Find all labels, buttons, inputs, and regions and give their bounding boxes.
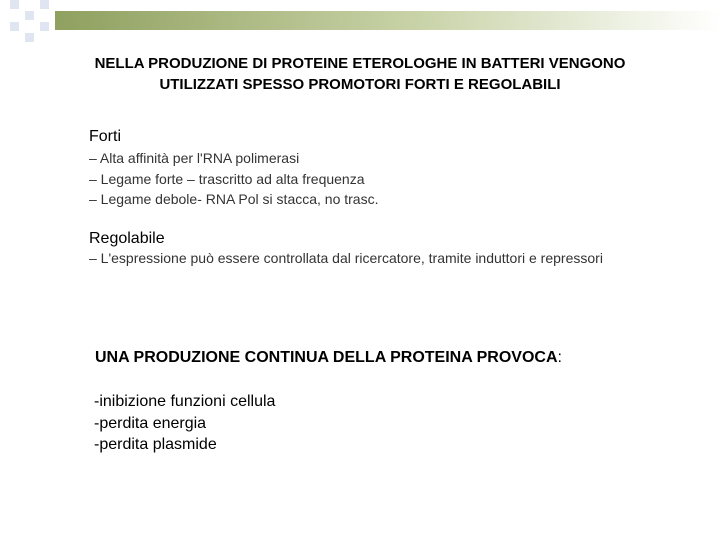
deco-square [40, 0, 49, 9]
regolabile-text: – L'espressione può essere controllata dal ricercatore, tramite induttori e repressori [89, 250, 603, 266]
consequence-heading-text: UNA PRODUZIONE CONTINUA DELLA PROTEINA PROVOCA [95, 349, 558, 366]
effect-item: -inibizione funzioni cellula [94, 393, 276, 410]
header-band [55, 11, 720, 30]
forti-item-1: – Alta affinità per l'RNA polimerasi [89, 150, 300, 166]
regolabile-heading: Regolabile [89, 230, 165, 247]
forti-item-3: – Legame debole- RNA Pol si stacca, no trasc. [89, 191, 379, 207]
deco-square [10, 0, 19, 9]
title-line-2: UTILIZZATI SPESSO PROMOTORI FORTI E REGOLABILI [159, 76, 561, 93]
forti-section [89, 127, 378, 209]
effect-item: -perdita plasmide [94, 436, 217, 453]
effect-item: -perdita energia [94, 414, 207, 432]
title-line-1: NELLA PRODUZIONE DI PROTEINE ETEROLOGHE IN BATTERI VENGONO [94, 55, 626, 72]
deco-square [40, 22, 49, 31]
header-decoration [0, 0, 720, 50]
deco-square [25, 33, 34, 42]
consequence-heading [95, 347, 562, 369]
effects-list [94, 391, 275, 456]
deco-square [25, 11, 34, 20]
forti-heading: Forti [89, 128, 121, 145]
deco-square [10, 22, 19, 31]
consequence-colon: : [557, 349, 562, 366]
slide-title [20, 53, 700, 95]
regolabile-section [89, 229, 619, 268]
forti-item-2: – Legame forte – trascritto ad alta frequenza [89, 171, 365, 187]
